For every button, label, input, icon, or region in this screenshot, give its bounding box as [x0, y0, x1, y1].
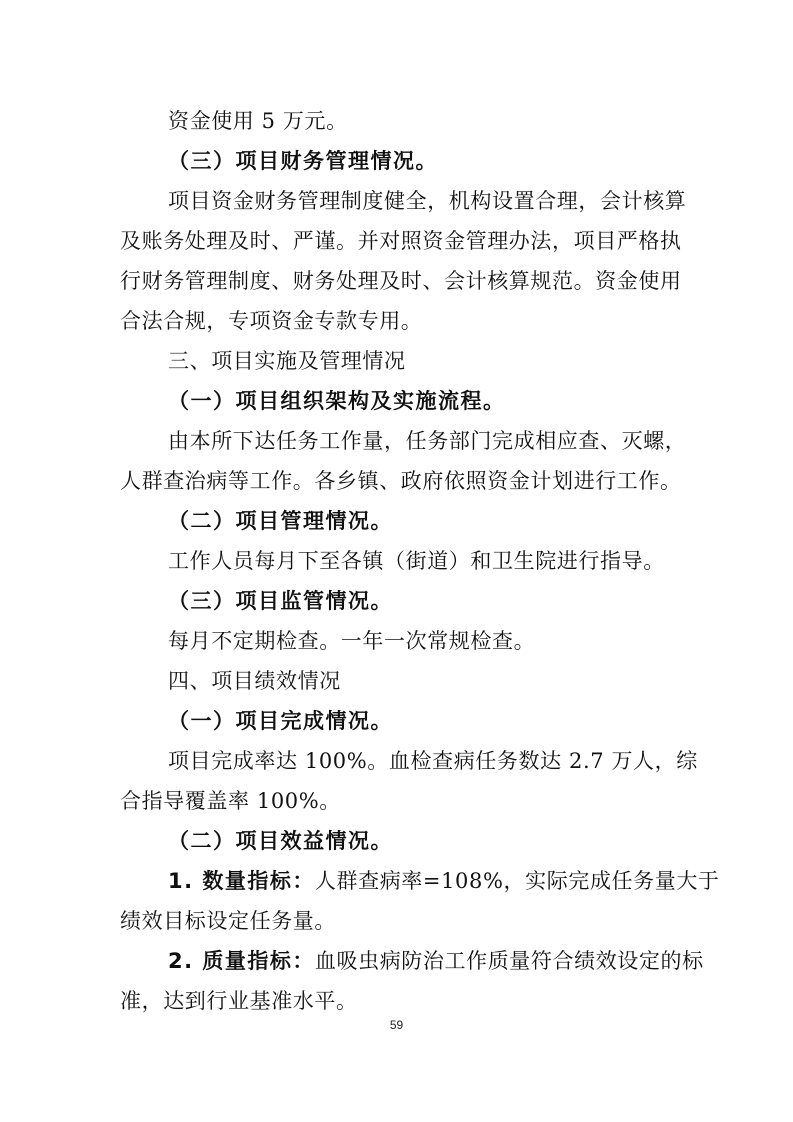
- section-heading-implementation: 三、项目实施及管理情况: [168, 349, 406, 373]
- subheading-management: （二）项目管理情况。: [168, 509, 393, 533]
- subheading-organization: （一）项目组织架构及实施流程。: [168, 389, 506, 413]
- text-line: 人群查治病等工作。各乡镇、政府依照资金计划进行工作。: [120, 469, 682, 493]
- text-line: 合指导覆盖率 100%。: [120, 789, 341, 813]
- page-number: 59: [389, 1018, 404, 1032]
- subheading-benefits: （二）项目效益情况。: [168, 829, 393, 853]
- quantity-indicator-line: [168, 866, 720, 896]
- text-line: 及账务处理及时、严谨。并对照资金管理办法，项目严格执: [120, 229, 682, 253]
- text-line: 项目完成率达 100%。血检查病任务数达 2.7 万人，综: [168, 749, 698, 773]
- text-line: 准，达到行业基准水平。: [120, 989, 358, 1013]
- quality-indicator-text: 血吸虫病防治工作质量符合绩效设定的标: [314, 949, 704, 973]
- text-line: 每月不定期检查。一年一次常规检查。: [168, 629, 536, 653]
- text-line: 绩效目标设定任务量。: [120, 909, 336, 933]
- text-line: 资金使用 5 万元。: [168, 109, 348, 133]
- text-line: 项目资金财务管理制度健全，机构设置合理，会计核算: [168, 189, 687, 213]
- subheading-supervision: （三）项目监管情况。: [168, 589, 393, 613]
- section-heading-performance: 四、项目绩效情况: [168, 669, 341, 693]
- quantity-indicator-label: 1. 数量指标：: [168, 869, 315, 893]
- quality-indicator-label: 2. 质量指标：: [168, 949, 315, 973]
- text-line: 合法合规，专项资金专款专用。: [120, 309, 423, 333]
- text-line: 由本所下达任务工作量，任务部门完成相应查、灭螺，: [168, 429, 687, 453]
- subheading-financial-management: （三）项目财务管理情况。: [168, 149, 438, 173]
- subheading-completion: （一）项目完成情况。: [168, 709, 393, 733]
- text-line: 工作人员每月下至各镇（街道）和卫生院进行指导。: [168, 549, 665, 573]
- quality-indicator-line: [168, 946, 704, 976]
- text-line: 行财务管理制度、财务处理及时、会计核算规范。资金使用: [120, 269, 682, 293]
- quantity-indicator-text: 人群查病率=108%，实际完成任务量大于: [314, 869, 720, 893]
